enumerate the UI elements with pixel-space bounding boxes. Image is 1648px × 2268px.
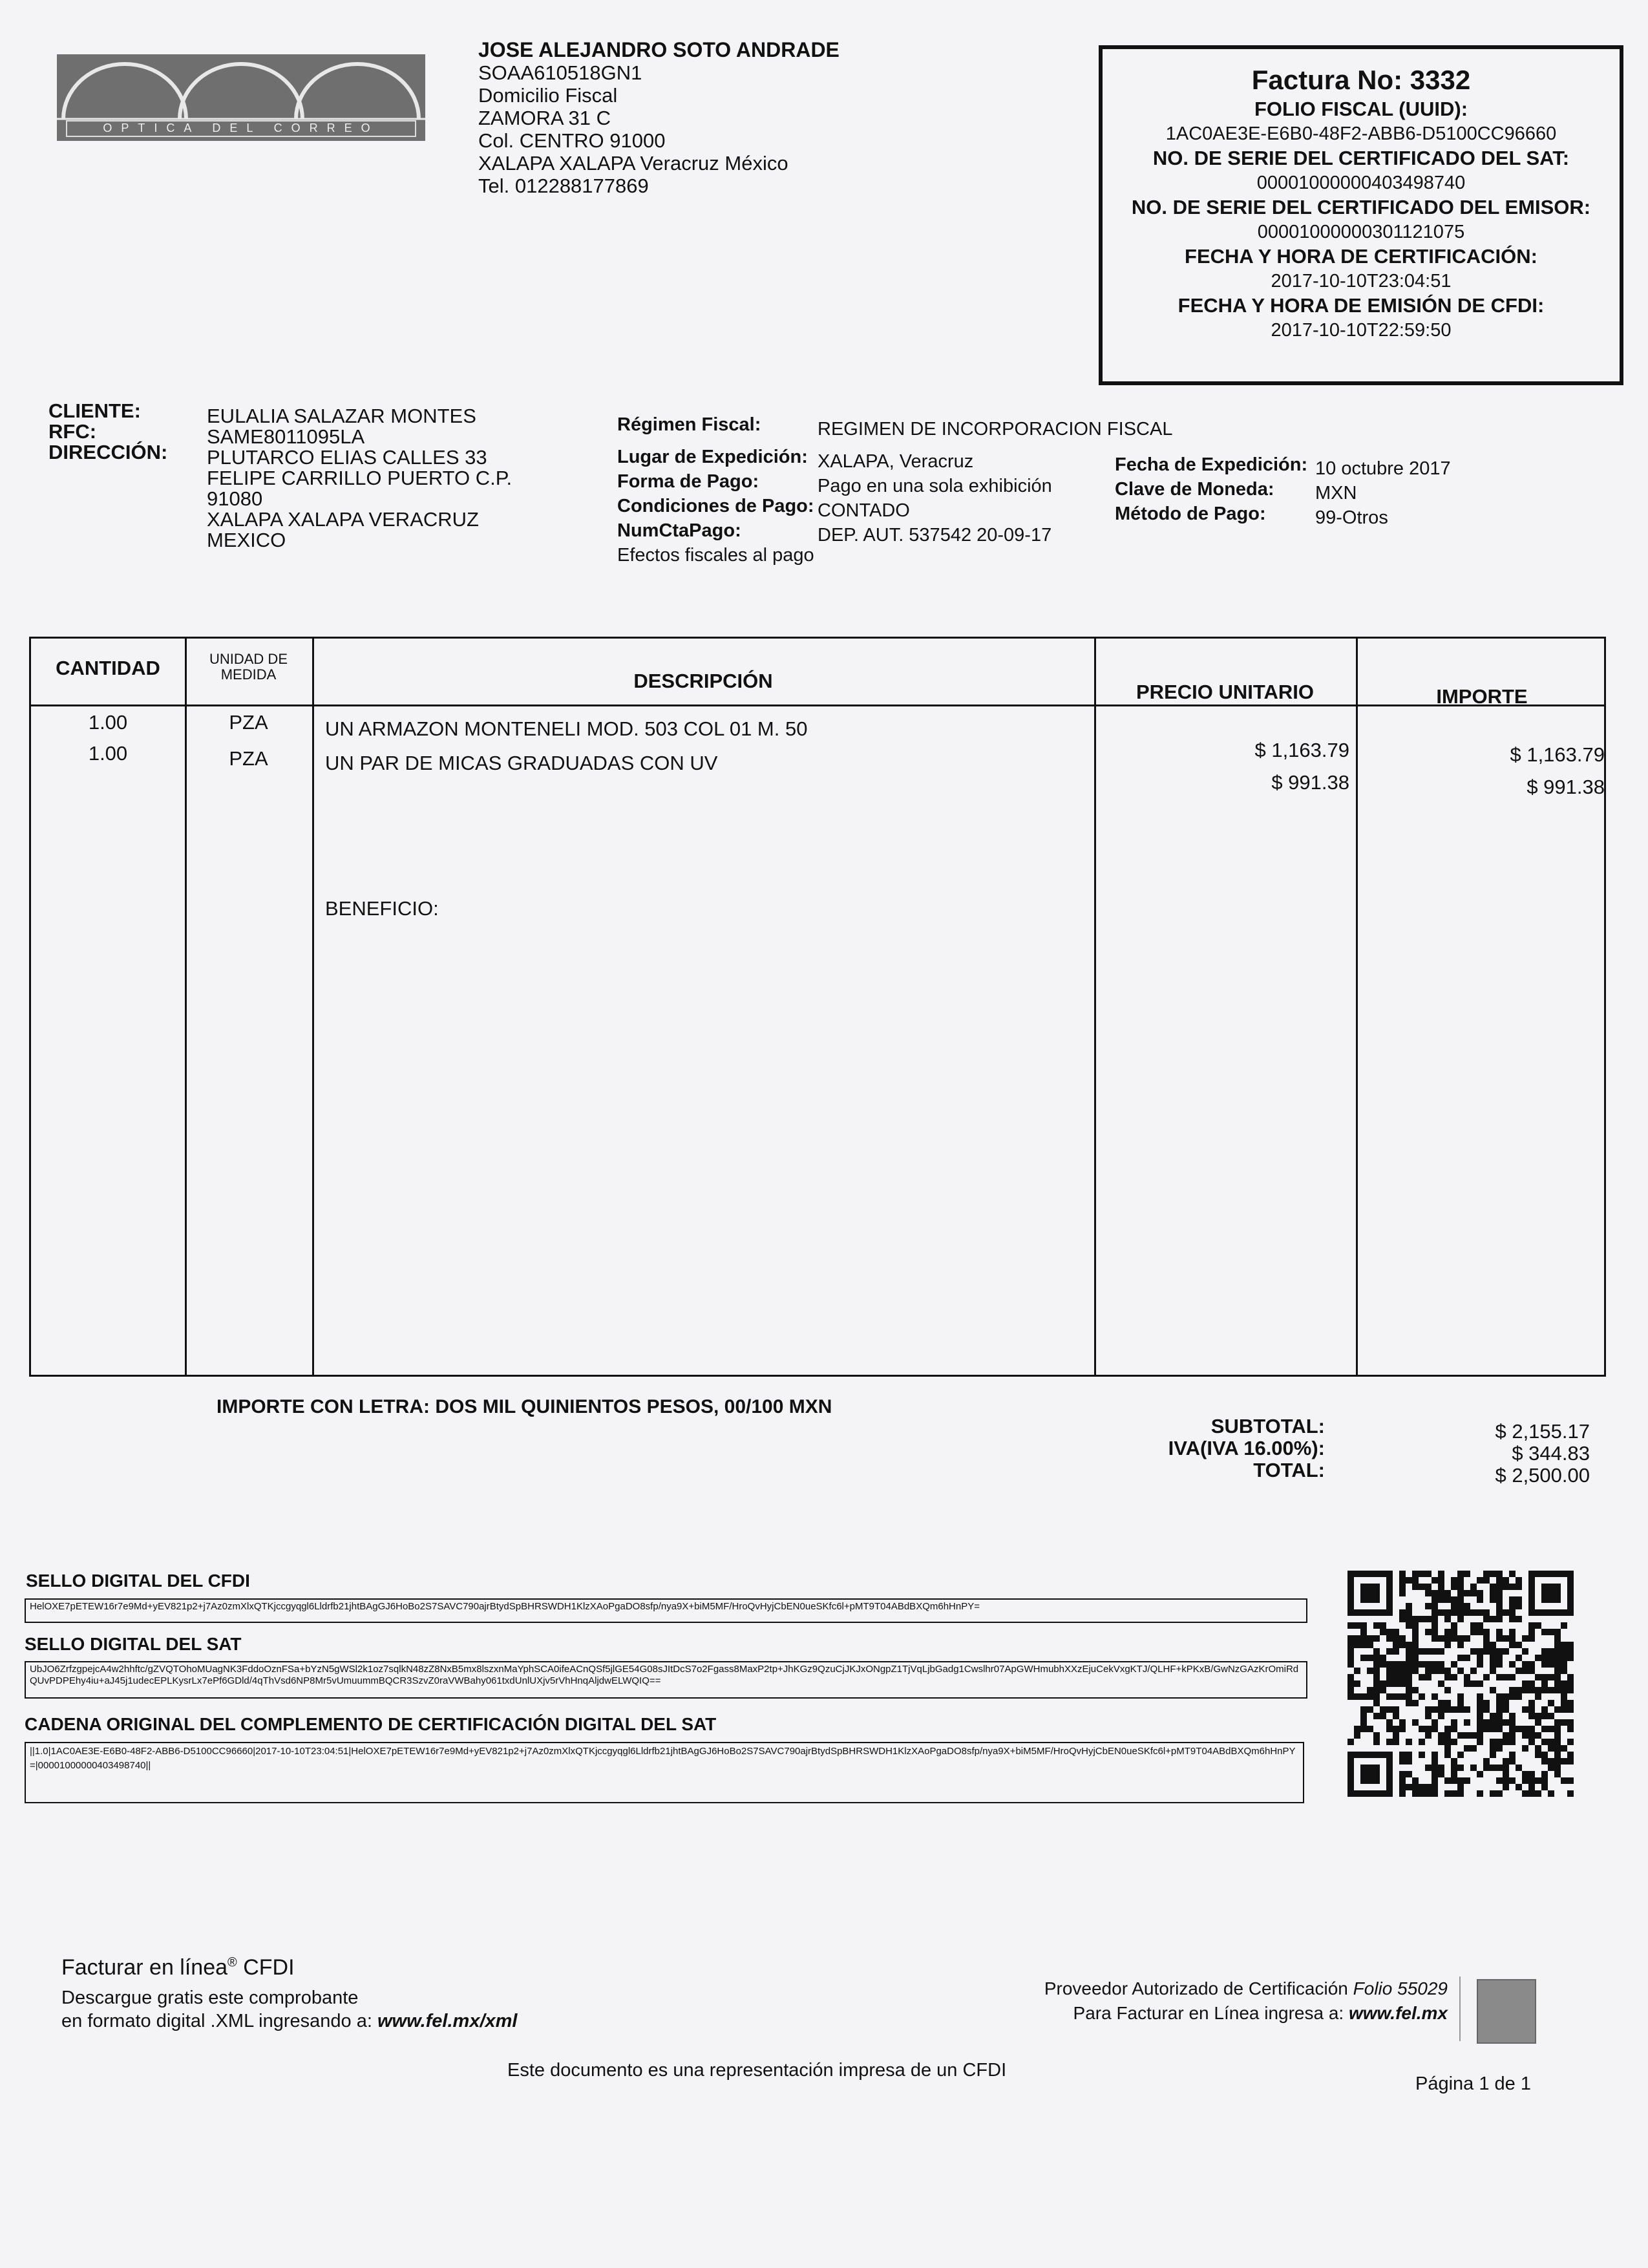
client-rfc: SAME8011095LA [207,425,365,448]
header-precio: PRECIO UNITARIO [1136,681,1314,703]
para-facturar-text: Para Facturar en Línea ingresa a: [1073,2003,1344,2023]
cadena-label: CADENA ORIGINAL DEL COMPLEMENTO DE CERTIFICACIÓN DIGITAL DEL SAT [25,1714,717,1734]
client-address-line: XALAPA XALAPA VERACRUZ [207,508,479,531]
metodo-value: 99-Otros [1315,507,1388,528]
condiciones-label: Condiciones de Pago: [617,496,814,516]
client-address-line: PLUTARCO ELIAS CALLES 33 [207,446,487,469]
client-labels [48,401,167,463]
invoice-number: Factura No: 3332 [1251,65,1471,95]
company-logo [57,54,425,141]
invoice-info-box [1099,45,1623,385]
header-cantidad: CANTIDAD [56,657,160,679]
representacion-text: Este documento es una representación impresa de un CFDI [507,2060,1007,2081]
total-value: $ 2,500.00 [1495,1464,1590,1487]
header-descripcion: DESCRIPCIÓN [633,670,773,692]
row2-unidad: PZA [229,747,268,770]
para-facturar-line [969,2001,1448,2026]
issuer-colonia: Col. CENTRO 91000 [478,129,666,152]
row2-descripcion: UN PAR DE MICAS GRADUADAS CON UV [325,752,718,774]
emission-date-value: 2017-10-10T22:59:50 [1271,320,1452,341]
numcta-label: NumCtaPago: [617,520,741,541]
forma-value: Pago en una sola exhibición [818,476,1052,496]
totals-values [1422,1421,1590,1487]
fel-xml-link[interactable]: www.fel.mx/xml [377,2011,518,2031]
row2-cantidad: 1.00 [88,742,128,765]
fecha-expedicion-label: Fecha de Expedición: [1115,454,1308,475]
qr-code-icon [1347,1567,1574,1800]
footer-divider [1459,1977,1461,2041]
importe-letra-label: IMPORTE CON LETRA: [217,1396,430,1417]
issuer-phone: Tel. 012288177869 [478,175,649,197]
direccion-label: DIRECCIÓN: [48,441,168,463]
iva-value: $ 344.83 [1512,1442,1590,1465]
emisor-serial-label: NO. DE SERIE DEL CERTIFICADO DEL EMISOR: [1131,196,1591,218]
row1-cantidad: 1.00 [88,711,128,734]
header-unidad-line2: MEDIDA [220,666,277,683]
emisor-serial-value: 00001000000301121075 [1257,222,1465,242]
row2-precio: $ 991.38 [1271,771,1349,794]
client-values [207,406,512,551]
items-table [29,637,1606,1377]
folio-label: FOLIO FISCAL (UUID): [1254,98,1468,120]
row1-importe: $ 1,163.79 [1510,743,1605,766]
lugar-value: XALAPA, Veracruz [818,451,974,472]
facturar-text: Facturar en línea [61,1955,228,1980]
proveedor-block [969,1977,1448,2026]
proveedor-line [969,1977,1448,2001]
beneficio-text: BENEFICIO: [325,897,439,920]
sello-sat-value: UbJO6ZrfzgpejcA4w2hhftc/gZVQTOhoMUagNK3FddoOznFSa+bYzN5gWSl2k1oz7sqlkN48zZ8NxB5mx8lszxnMaYphSCA0ifeACnQSf5jlGE54G08sJItDcS7o2Fgass8MaxP2tp+JhKGz9QzuCjJKJxONgpZ1TjVqLjbGadg1Cwslhr07ApGWHmubhXXzEjuCekVxgKTJ/QLHF+kPKxB/GwNzGAzKrOmiRdQUvPDPEhy4iu+aJ45j1udecEPLKysrLx7ePf6GDld/4qThVsd6NP8Mr5vUmuummBQCR3SzvZ0raVWBahy061txdUnlUXjv5rVhHnqAljdwELWQIQ== [25,1661,1307,1699]
descargue-block [61,1986,517,2033]
forma-label: Forma de Pago: [617,471,759,492]
fiscal-labels-right [1115,452,1307,526]
folio-value: 1AC0AE3E-E6B0-48F2-ABB6-D5100CC96660 [1165,123,1557,144]
efectos-text: Efectos fiscales al pago [617,545,814,566]
sello-sat-label: SELLO DIGITAL DEL SAT [25,1634,242,1654]
sello-cfdi-label: SELLO DIGITAL DEL CFDI [26,1571,250,1591]
issuer-street: ZAMORA 31 C [478,107,611,129]
client-name: EULALIA SALAZAR MONTES [207,405,476,427]
rfc-label: RFC: [48,420,97,443]
issuer-block [478,39,840,197]
header-unidad [185,652,312,683]
issuer-rfc: SOAA610518GN1 [478,61,642,84]
descargue-line2 [61,2009,517,2033]
subtotal-value: $ 2,155.17 [1495,1420,1590,1443]
iva-label: IVA(IVA 16.00%): [1168,1437,1325,1459]
importe-letra [217,1396,832,1418]
importe-letra-value: DOS MIL QUINIENTOS PESOS, 00/100 MXN [435,1396,832,1417]
regimen-label: Régimen Fiscal: [617,414,761,435]
row1-precio: $ 1,163.79 [1254,739,1349,761]
proveedor-text: Proveedor Autorizado de Certificación [1044,1978,1348,1998]
issuer-city: XALAPA XALAPA Veracruz México [478,152,788,175]
fiscal-labels [617,412,814,567]
issuer-domicilio-label: Domicilio Fiscal [478,84,618,107]
moneda-value: MXN [1315,483,1357,503]
issuer-name: JOSE ALEJANDRO SOTO ANDRADE [478,38,840,61]
cliente-label: CLIENTE: [48,399,141,422]
moneda-label: Clave de Moneda: [1115,479,1274,500]
header-unidad-line1: UNIDAD DE [209,651,288,667]
facturar-title [61,1955,295,1980]
page-number: Página 1 de 1 [1415,2073,1531,2094]
client-address-line: 91080 [207,487,263,510]
row1-unidad: PZA [229,711,268,734]
descargue-line1: Descargue gratis este comprobante [61,1987,359,2008]
cfdi-text: CFDI [243,1955,295,1980]
sat-serial-value: 00001000000403498740 [1256,173,1466,193]
metodo-label: Método de Pago: [1115,503,1266,524]
numcta-value: DEP. AUT. 537542 20-09-17 [818,525,1052,546]
descargue-text: en formato digital .XML ingresando a: [61,2011,372,2031]
emission-date-label: FECHA Y HORA DE EMISIÓN DE CFDI: [1178,294,1545,317]
total-label: TOTAL: [1253,1459,1325,1481]
registered-mark: ® [227,1955,237,1970]
sello-cfdi-value: HelOXE7pETEW16r7e9Md+yEV821p2+j7Az0zmXlxQTKjccgyqgl6Lldrfb21jhtBAgGJ6HoBo2S7SAVC790ajrBtydSpBHRSWDH1KlzXAoPgaDO8sfp/nya9X+biM5MF/HroQvHyjCbEN0ueSKfc6l+pMT9T04ABdBXQm6hHnPY= [25,1598,1307,1623]
sat-serial-label: NO. DE SERIE DEL CERTIFICADO DEL SAT: [1152,147,1570,169]
cert-date-value: 2017-10-10T23:04:51 [1271,271,1452,291]
fecha-expedicion-value: 10 octubre 2017 [1315,458,1451,479]
row1-descripcion: UN ARMAZON MONTENELI MOD. 503 COL 01 M. 50 [325,717,808,740]
fel-link[interactable]: www.fel.mx [1348,2003,1448,2023]
header-importe: IMPORTE [1436,685,1528,708]
client-address-line: MEXICO [207,529,286,551]
row2-importe: $ 991.38 [1527,776,1605,798]
pac-seal-icon [1477,1979,1536,2044]
totals-labels [1099,1415,1325,1481]
cadena-value: ||1.0|1AC0AE3E-E6B0-48F2-ABB6-D5100CC96660|2017-10-10T23:04:51|HelOXE7pETEW16r7e9Md+yEV821p2+j7Az0zmXlxQTKjccgyqgl6Lldrfb21jhtBAgGJ6HoBo2S7SAVC790ajrBtydSpBHRSWDH1KlzXAoPgaDO8sfp/nya9X+biM5MF/HroQvHyjCbEN0ueSKfc6l+pMT9T04ABdBXQm6hHnPY=|00001000000403498740|| [25,1742,1304,1803]
fiscal-values-right [1315,456,1451,530]
logo-text: OPTICA DEL CORREO [66,120,416,137]
regimen-value: REGIMEN DE INCORPORACION FISCAL [818,419,1173,440]
cert-date-label: FECHA Y HORA DE CERTIFICACIÓN: [1185,245,1537,268]
folio-pac: Folio 55029 [1353,1978,1448,1998]
subtotal-label: SUBTOTAL: [1210,1415,1325,1437]
client-address-line: FELIPE CARRILLO PUERTO C.P. [207,467,512,489]
lugar-label: Lugar de Expedición: [617,447,808,467]
condiciones-value: CONTADO [818,500,910,521]
